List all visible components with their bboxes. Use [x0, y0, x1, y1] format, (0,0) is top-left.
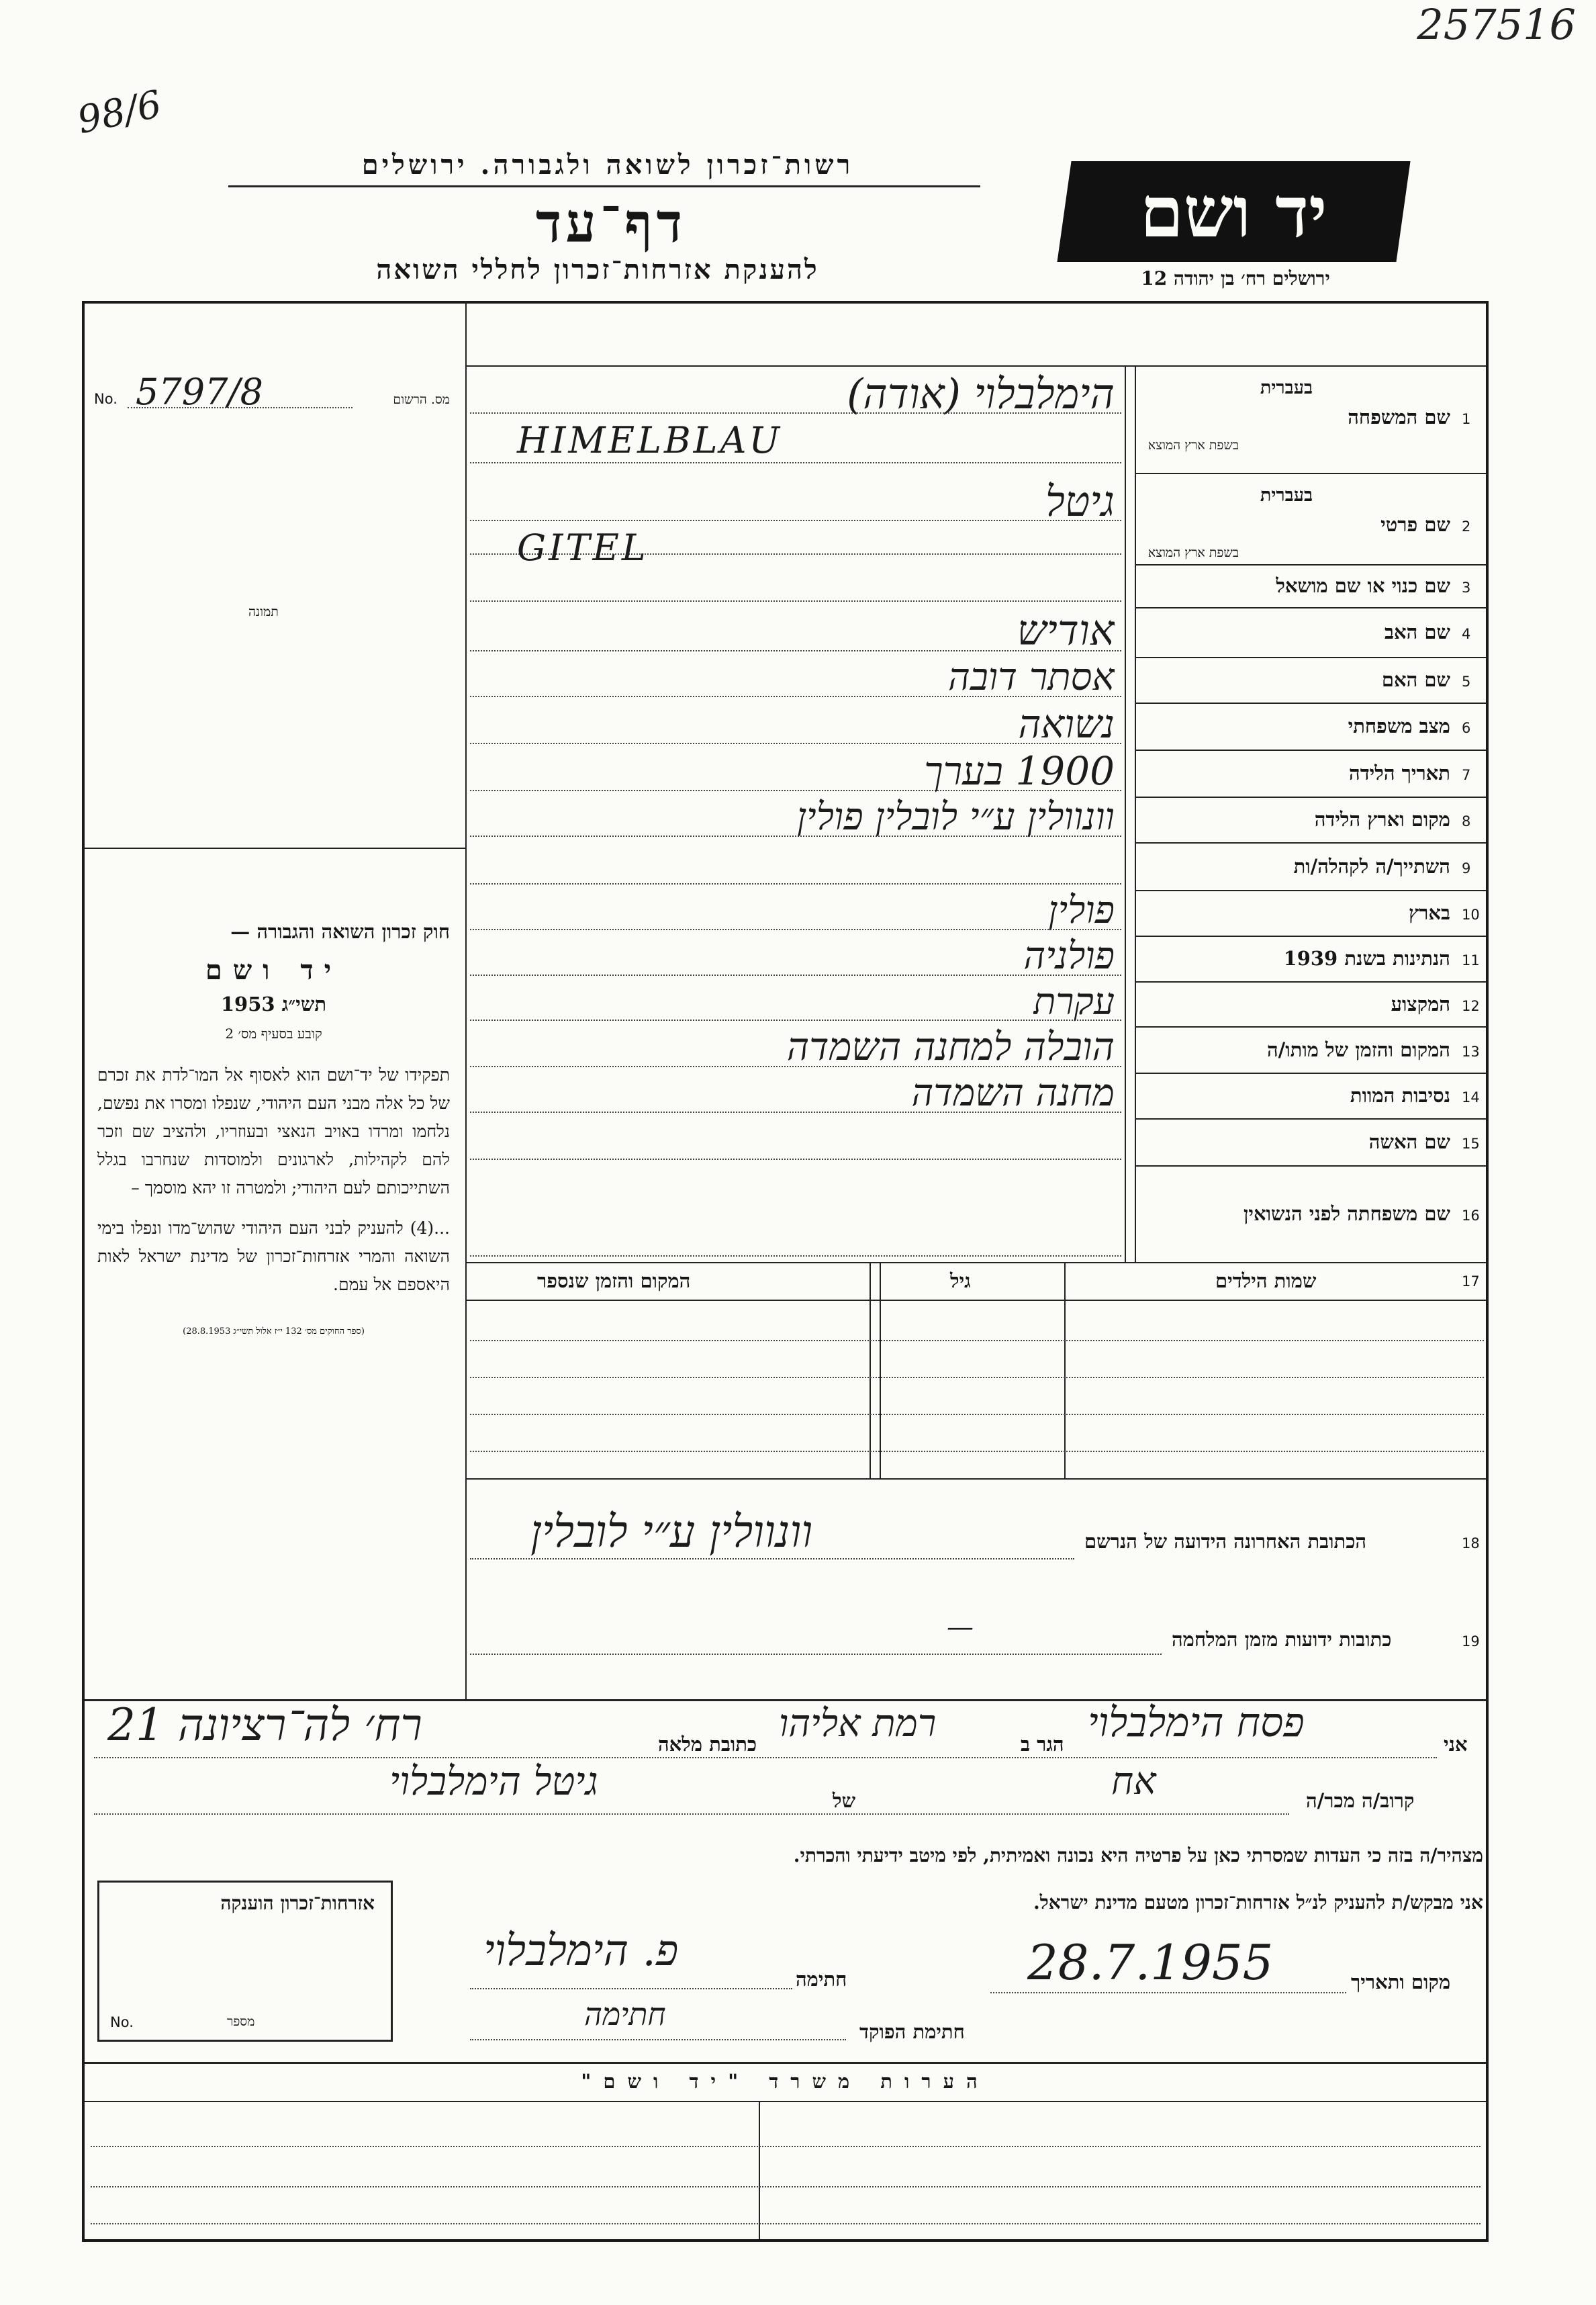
- field-label-11: הנתינות בשנת 1939: [1283, 947, 1450, 970]
- field-row-line: [1135, 1165, 1486, 1167]
- field-row-line: [1135, 797, 1486, 798]
- field-number-5: 5: [1462, 674, 1471, 690]
- field-value-8: וונוולין ע״י לובלין פולין: [796, 795, 1115, 839]
- law-title: חוק זכרון השואה והגבורה —: [230, 920, 450, 943]
- field-row-line: [1135, 842, 1486, 844]
- logo-text: יד ושם: [1140, 170, 1327, 253]
- field-number-12: 12: [1462, 997, 1480, 1014]
- place-date-value: 28.7.1955: [1027, 1934, 1274, 1991]
- label-column-divider-inner: [1125, 365, 1126, 1262]
- children-col-age: גיל: [950, 1269, 971, 1292]
- officer-value: חתימה: [584, 1996, 666, 2032]
- field-number-6: 6: [1462, 720, 1471, 736]
- field-value-5: אסתר דובה: [948, 656, 1115, 699]
- field-number-16: 16: [1462, 1208, 1480, 1224]
- officer-label: חתימת הפוקד: [859, 2020, 965, 2043]
- field-value-19: —: [947, 1612, 974, 1643]
- field-label-3: שם כנוי או שם מושאל: [1276, 574, 1450, 597]
- decl-person: גיטל הימלבלוי: [389, 1758, 598, 1804]
- corner-note: 98/6: [73, 82, 166, 143]
- decl-relation: אח: [1111, 1760, 1156, 1803]
- field-value-6: נשואה: [1018, 701, 1115, 747]
- office-notes-divider: [759, 2101, 760, 2239]
- decl-city: רמת אליהו: [779, 1702, 937, 1746]
- field-value-11: פולניה: [1023, 934, 1115, 978]
- field-value-12: עקרת: [1033, 980, 1115, 1023]
- label-column-divider: [1135, 365, 1136, 1262]
- field-row-line: [1135, 564, 1486, 566]
- signature-label: חתימה: [796, 1968, 847, 1991]
- field-number-15: 15: [1462, 1136, 1480, 1152]
- field-value-7: 1900 בערך: [924, 748, 1115, 794]
- field-row-line: [1135, 1118, 1486, 1120]
- field-number-14: 14: [1462, 1089, 1480, 1105]
- authority-underline: [228, 185, 980, 187]
- authority-line: [222, 149, 994, 181]
- citizenship-no-prefix: No.: [110, 2014, 134, 2030]
- office-notes-top: [85, 2062, 1486, 2064]
- field-number-7: 7: [1462, 767, 1471, 783]
- field-label-4: שם האב: [1384, 621, 1450, 643]
- place-date-label: מקום ותאריך: [1351, 1971, 1451, 1993]
- field-label-10: בארץ: [1409, 901, 1450, 924]
- law-paragraph-2: ...(4) להעניק לבני העם היהודי שהוש־מדו ונפלו בימי השואה והמרי אזרחות־זכרון של מדינת ישראל לאות היאספם אל עמם.: [97, 1218, 450, 1294]
- signature-value: פ. הימלבלוי: [483, 1926, 679, 1976]
- field-row-line: [1135, 750, 1486, 751]
- field-value-1: הימלבלוי (אודה): [847, 369, 1115, 418]
- reg-number: 5797/8: [136, 371, 263, 413]
- decl-request: אני מבקש/ת להעניק לנ״ל אזרחות־זכרון מטעם מדינת ישראל.: [1033, 1891, 1483, 1913]
- field-row-line: [1135, 607, 1486, 608]
- field-number-19: 19: [1462, 1633, 1480, 1649]
- photo-label: תמונה: [248, 604, 279, 619]
- children-col-divider-2: [880, 1262, 881, 1478]
- authority-text: רשות־זכרון לשואה ולגבורה. ירושלים: [361, 149, 854, 181]
- decl-statement: מצהיר/ה בזה כי העדות שמסרתי כאן על פרטיה היא נכונה ואמיתית, לפי מיטב ידיעתי והכרתי.: [793, 1844, 1483, 1866]
- decl-address-value: רח׳ לה־רציונה 21: [107, 1699, 422, 1751]
- decl-resides: הגר ב: [1021, 1733, 1064, 1756]
- decl-full-address: כתובת מלאה: [658, 1733, 757, 1756]
- reg-prefix: No.: [94, 391, 118, 407]
- field-label-13: המקום והזמן של מותו/ה: [1266, 1038, 1450, 1061]
- field-value-10: פולין: [1048, 889, 1115, 932]
- field-sub-origin-1: בשפת ארץ המוצא: [1147, 438, 1239, 453]
- field-value-18: וונוולין ע״י לובלין: [530, 1506, 813, 1557]
- field-number-4: 4: [1462, 626, 1471, 642]
- field-label-1: שם המשפחה: [1348, 406, 1450, 428]
- registration-number: [94, 371, 457, 416]
- office-notes-header-line: [85, 2101, 1486, 2102]
- field-number-2: 2: [1462, 518, 1471, 535]
- field-row-line: [1135, 703, 1486, 704]
- law-block: [97, 920, 450, 1337]
- field-row-line: [1135, 1073, 1486, 1074]
- yad-vashem-logo: [1057, 161, 1410, 262]
- field-label-14: נסיבות המוות: [1350, 1084, 1450, 1107]
- law-section: קובע בסעיף מס׳ 2: [225, 1026, 322, 1042]
- children-col-divider-1: [1064, 1262, 1066, 1478]
- citizenship-number-label: מספר: [227, 2014, 255, 2029]
- field-number-9: 9: [1462, 860, 1471, 876]
- field-label-5: שם האם: [1381, 668, 1450, 691]
- field-label-16: שם משפחתה לפני הנשואין: [1243, 1202, 1450, 1225]
- field-number-10: 10: [1462, 907, 1480, 923]
- field-sub-hebrew-2: בעברית: [1260, 485, 1313, 506]
- photo-box-bottom: [85, 848, 465, 849]
- field-number-1: 1: [1462, 411, 1471, 427]
- field-row-line: [1135, 890, 1486, 891]
- field-row-line: [1135, 1026, 1486, 1028]
- law-name: יד ושם: [205, 954, 342, 986]
- law-year: תשי״ג 1953: [220, 993, 327, 1015]
- archive-number: 257516: [1417, 0, 1576, 49]
- children-table-header-line: [465, 1300, 1486, 1301]
- field-row-line: [1135, 657, 1486, 658]
- field-number-11: 11: [1462, 952, 1480, 968]
- field-label-7: תאריך הלידה: [1349, 762, 1450, 784]
- fields-top-line: [465, 365, 1486, 367]
- field-label-19: כתובות ידועות מזמן המלחמה: [1172, 1628, 1392, 1651]
- field-value-13: הובלה למחנה השמדה: [786, 1025, 1115, 1069]
- decl-of-label: של: [833, 1789, 856, 1812]
- logo-address: ירושלים רח׳ בן יהודה 12: [1141, 267, 1330, 289]
- field-label-18: הכתובת האחרונה הידועה של הנרשם: [1084, 1530, 1367, 1553]
- field-row-line: [1135, 936, 1486, 937]
- children-table-bottom: [465, 1478, 1486, 1480]
- field-label-15: שם האשה: [1368, 1130, 1450, 1153]
- decl-name: פסח הימלבלוי: [1088, 1699, 1305, 1746]
- children-col-divider-3: [870, 1262, 871, 1478]
- office-notes-title: הערות משרד "יד ושם": [581, 2070, 990, 2093]
- reg-label: מס. הרשום: [393, 392, 450, 407]
- decl-relative-label: קרוב/ה מכר/ה: [1306, 1789, 1415, 1812]
- children-col-place: המקום והזמן שנספר: [537, 1269, 691, 1292]
- page-title: דף־עד: [535, 191, 687, 255]
- field-number-13: 13: [1462, 1043, 1480, 1060]
- field-value-origin-1: HIMELBLAU: [517, 419, 783, 461]
- citizenship-box: [97, 1881, 393, 2042]
- field-label-9: השתייך/ה לקהלה/ות: [1293, 854, 1450, 878]
- field-value-14: מחנה השמדה: [911, 1071, 1115, 1115]
- field-label-6: מצב משפחתי: [1348, 715, 1450, 737]
- decl-prefix: אני: [1444, 1733, 1468, 1756]
- field-label-8: מקום וארץ הלידה: [1314, 808, 1450, 831]
- children-table-top: [465, 1262, 1486, 1263]
- field-value-2: גיטל: [1045, 477, 1115, 526]
- field-value-4: אודיש: [1017, 606, 1115, 655]
- field-number-8: 8: [1462, 813, 1471, 829]
- law-citation: (ספר החוקים מס׳ 132 י״ז אלול תשי״ג 28.8.1953): [183, 1326, 365, 1337]
- field-sub-hebrew-1: בעברית: [1260, 377, 1313, 398]
- law-paragraph-1: תפקידו של יד־ושם הוא לאסוף אל המו־לדת את זכרם של כל אלה מבני העם היהודי, שנפלו ומסרו את נפשם, נלחמו ומרדו באויב הנאצי ובעוזריו, ולהציב שם וזכר להם לקהילות, לארגונים ולמוסדות שנחרבו בגלל השתייכותם לעם היהודי; ולמטרה זו יהא מוסמך –: [97, 1065, 450, 1197]
- left-column-divider: [465, 301, 467, 1699]
- field-label-2: שם פרטי: [1380, 513, 1450, 536]
- citizenship-title: אזרחות־זכרון הוענקה: [220, 1892, 375, 1914]
- children-col-names: שמות הילדים: [1215, 1269, 1317, 1292]
- field-number-3: 3: [1462, 580, 1471, 596]
- field-number-17: 17: [1462, 1273, 1480, 1290]
- page-subtitle: להענקת אזרחות־זכרון לחללי השואה: [376, 254, 819, 285]
- field-value-origin-2: GITEL: [517, 527, 649, 569]
- field-row-line: [1135, 473, 1486, 474]
- field-number-18: 18: [1462, 1535, 1480, 1551]
- field-row-line: [1135, 981, 1486, 983]
- field-sub-origin-2: בשפת ארץ המוצא: [1147, 545, 1239, 560]
- field-label-12: המקצוע: [1391, 992, 1450, 1015]
